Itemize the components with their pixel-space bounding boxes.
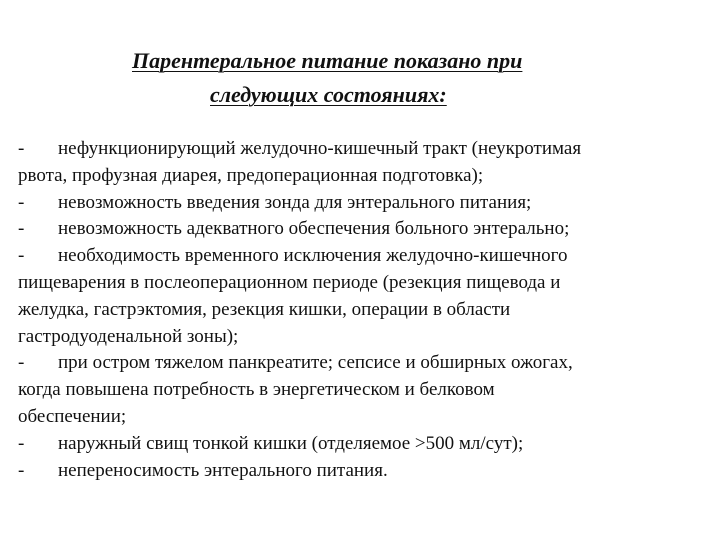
list-item	[18, 350, 702, 430]
list-item-first-line: непереносимость энтерального питания.	[58, 459, 388, 481]
title-line-2: следующих состояниях:	[210, 82, 447, 107]
list-item	[18, 458, 702, 485]
list-item-continuation: когда повышена потребность в энергетическом и белковом обеспечении;	[18, 379, 495, 427]
slide-title	[0, 44, 720, 112]
title-line-1: Парентеральное питание показано при	[132, 48, 523, 73]
list-item	[18, 243, 702, 350]
list-item-continuation: рвота, профузная диарея, предоперационная подготовка);	[18, 164, 484, 186]
list-item-first-line: невозможность введения зонда для энтерального питания;	[58, 191, 532, 213]
list-item-first-line: наружный свищ тонкой кишки (отделяемое >500 мл/сут);	[58, 432, 524, 454]
indications-list	[18, 136, 702, 484]
list-item	[18, 136, 702, 190]
list-dash: -	[18, 191, 25, 213]
list-item	[18, 431, 702, 458]
list-dash: -	[18, 459, 25, 481]
list-dash: -	[18, 432, 25, 454]
list-dash: -	[18, 138, 25, 159]
list-dash: -	[18, 245, 25, 267]
list-dash: -	[18, 218, 25, 240]
list-item-first-line: невозможность адекватного обеспечения больного энтерально;	[58, 218, 570, 240]
list-dash: -	[18, 352, 25, 374]
list-item	[18, 216, 702, 243]
list-item-continuation: пищеварения в послеоперационном периоде (резекция пищевода и желудка, гастрэктомия, резекция кишки, операции в области гастродуоденальной зоны);	[18, 271, 561, 347]
list-item	[18, 190, 702, 217]
list-item-first-line: необходимость временного исключения желудочно-кишечного	[58, 245, 568, 267]
list-item-first-line: при остром тяжелом панкреатите; сепсисе и обширных ожогах,	[58, 352, 573, 374]
list-item-first-line: нефункционирующий желудочно-кишечный тракт (неукротимая	[58, 138, 582, 159]
